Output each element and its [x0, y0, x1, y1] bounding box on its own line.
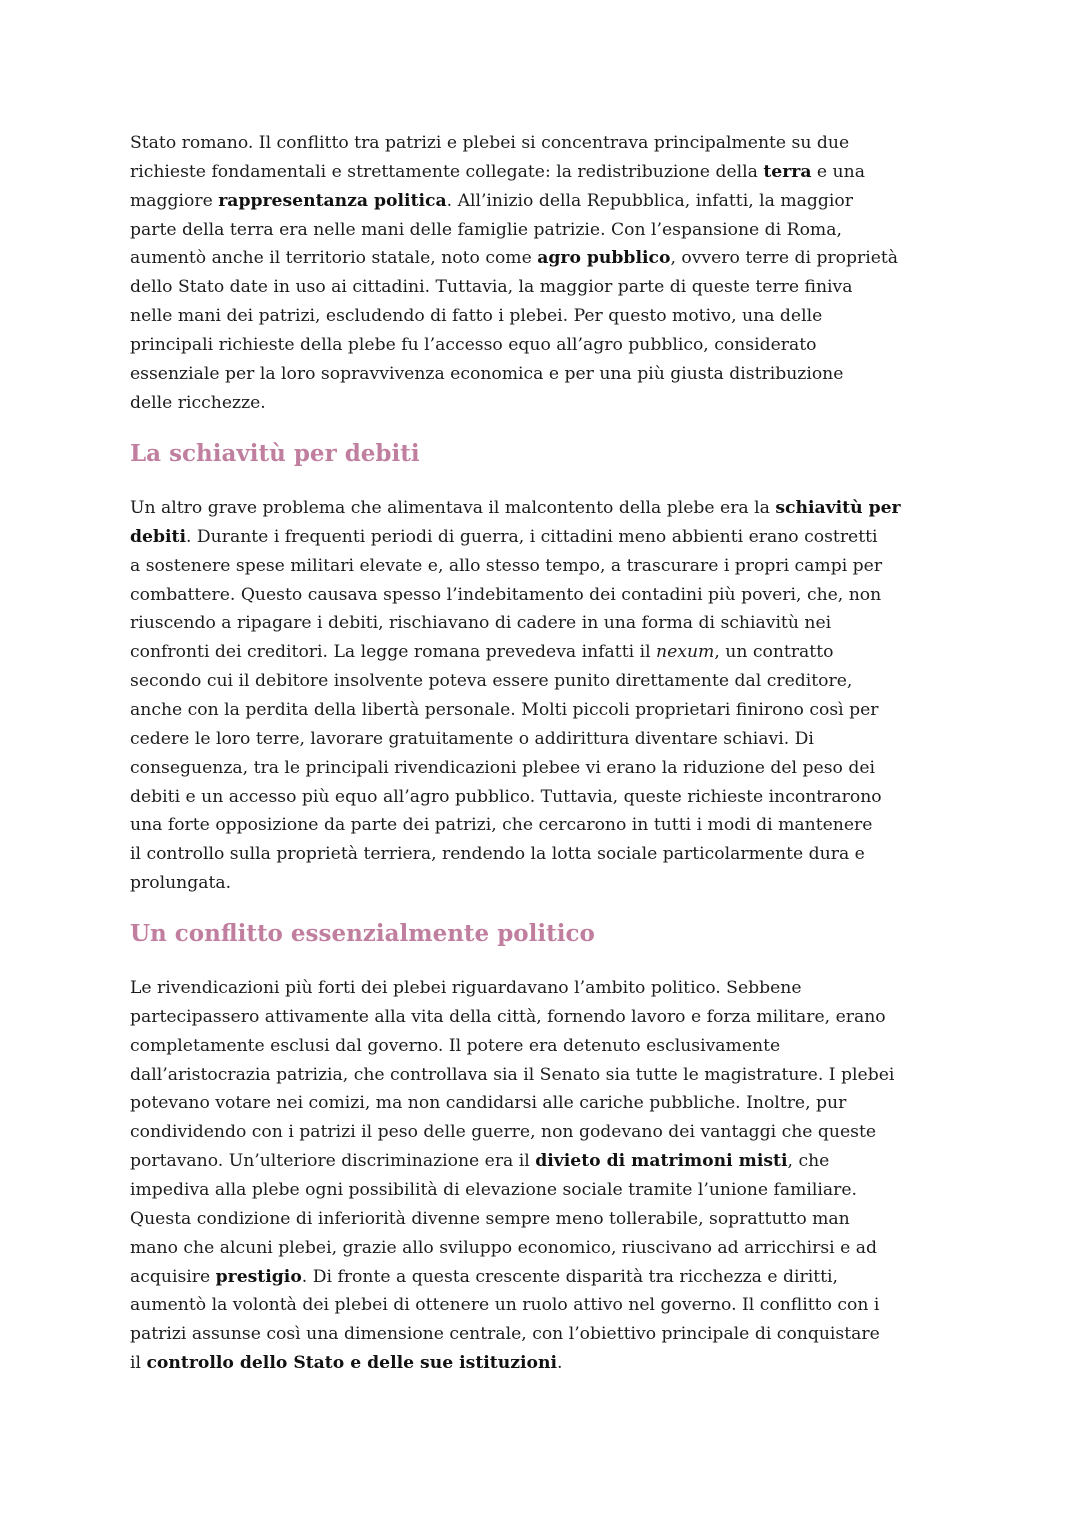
text-line — [130, 1006, 886, 1028]
text-run: il controllo sulla proprietà terriera, rendendo la lotta sociale particolarmente dura e — [130, 844, 865, 865]
text-run: aumentò la volontà dei plebei di ottenere un ruolo attivo nel governo. Il conflitto con i — [130, 1295, 880, 1316]
text-line — [130, 1121, 876, 1143]
text-run: conseguenza, tra le principali rivendicazioni plebee vi erano la riduzione del peso dei — [130, 757, 875, 778]
text-line — [130, 497, 901, 519]
text-line — [130, 526, 878, 548]
bold-term: terra — [763, 161, 812, 182]
text-run: condividendo con i patrizi il peso delle guerre, non godevano dei vantaggi che queste — [130, 1122, 877, 1143]
text-line — [130, 872, 231, 894]
text-line — [130, 161, 865, 183]
text-run: anche con la perdita della libertà personale. Molti piccoli proprietari finirono così per — [130, 699, 879, 720]
text-line — [130, 1092, 846, 1114]
text-run: mano che alcuni plebei, grazie allo sviluppo economico, riuscivano ad arricchirsi e ad — [130, 1237, 878, 1258]
text-line — [130, 1323, 880, 1345]
text-line — [130, 1294, 879, 1316]
text-run: Le rivendicazioni più forti dei plebei riguardavano l’ambito politico. Sebbene — [130, 978, 802, 998]
bold-term: debiti — [130, 526, 186, 547]
section-heading: La schiavitù per debiti — [130, 440, 420, 467]
text-line — [130, 1208, 850, 1230]
text-line — [130, 699, 879, 721]
text-line — [130, 363, 843, 385]
text-run: impediva alla plebe ogni possibilità di elevazione sociale tramite l’unione familiare. — [130, 1179, 858, 1200]
text-run: partecipassero attivamente alla vita della città, fornendo lavoro e forza militare, erano — [130, 1006, 886, 1027]
text-run: maggiore — [130, 190, 219, 211]
text-line — [130, 219, 842, 241]
section-heading: Un conflitto essenzialmente politico — [130, 920, 595, 947]
bold-term: controllo dello Stato e delle sue istituzioni — [146, 1353, 558, 1374]
text-line — [130, 977, 802, 999]
text-line — [130, 190, 853, 212]
text-line — [130, 641, 833, 663]
text-run: delle ricchezze. — [130, 392, 266, 413]
text-run: . Durante i frequenti periodi di guerra, i cittadini meno abbienti erano costretti — [185, 526, 878, 547]
text-run: Stato romano. Il conflitto tra patrizi e plebei si concentrava principalmente su due — [130, 133, 850, 153]
text-line — [130, 1179, 857, 1201]
text-line — [130, 814, 872, 836]
text-run: combattere. Questo causava spesso l’indebitamento dei contadini più poveri, che, non — [130, 584, 882, 605]
text-run: dall’aristocrazia patrizia, che controllava sia il Senato sia tutte le magistrature. I plebei — [130, 1064, 895, 1085]
text-run: , un contratto — [714, 642, 834, 663]
text-run: , che — [787, 1151, 830, 1172]
text-run: cedere le loro terre, lavorare gratuitamente o addirittura diventare schiavi. Di — [130, 728, 814, 749]
text-run: riuscendo a ripagare i debiti, rischiavano di cadere in una forma di schiavitù nei — [130, 613, 832, 634]
text-run: acquisire — [130, 1266, 216, 1287]
text-run: essenziale per la loro sopravvivenza economica e per una più giusta distribuzione — [130, 363, 844, 384]
text-run: potevano votare nei comizi, ma non candidarsi alle cariche pubbliche. Inoltre, pur — [130, 1093, 847, 1114]
text-run: debiti e un accesso più equo all’agro pubblico. Tuttavia, queste richieste incontrarono — [130, 786, 882, 807]
text-run: a sostenere spese militari elevate e, allo stesso tempo, a trascurare i propri campi per — [130, 555, 883, 576]
text-run: Un altro grave problema che alimentava il malcontento della plebe era la — [130, 498, 776, 518]
text-run: nelle mani dei patrizi, escludendo di fatto i plebei. Per questo motivo, una delle — [130, 306, 823, 327]
text-line — [130, 786, 882, 808]
text-run: portavano. Un’ulteriore discriminazione era il — [130, 1151, 536, 1172]
text-line — [130, 305, 822, 327]
text-run: Questa condizione di inferiorità divenne sempre meno tollerabile, soprattutto man — [130, 1208, 850, 1229]
text-run: completamente esclusi dal governo. Il potere era detenuto esclusivamente — [130, 1035, 781, 1056]
text-line — [130, 670, 852, 692]
text-run: principali richieste della plebe fu l’accesso equo all’agro pubblico, considerato — [130, 334, 817, 355]
text-line — [130, 247, 898, 269]
bold-term: rappresentanza politica — [218, 190, 447, 211]
text-run: richieste fondamentali e strettamente collegate: la redistribuzione della — [130, 161, 764, 182]
text-line — [130, 1150, 829, 1172]
text-line — [130, 1064, 894, 1086]
text-line — [130, 132, 849, 154]
text-line — [130, 555, 882, 577]
text-run: . All’inizio della Repubblica, infatti, la maggior — [446, 190, 853, 211]
text-run: dello Stato date in uso ai cittadini. Tuttavia, la maggior parte di queste terre finiva — [130, 277, 853, 298]
text-line — [130, 1352, 563, 1374]
text-run: , ovvero terre di proprietà — [670, 248, 899, 269]
italic-term: nexum — [656, 642, 715, 663]
text-run: parte della terra era nelle mani delle famiglie patrizie. Con l’espansione di Roma, — [130, 219, 842, 240]
text-run: prolungata. — [130, 873, 232, 894]
text-run: il — [130, 1353, 147, 1374]
text-line — [130, 334, 816, 356]
text-line — [130, 1266, 838, 1288]
text-run: aumentò anche il territorio statale, noto come — [130, 248, 538, 269]
text-run: . Di fronte a questa crescente disparità tra ricchezza e diritti, — [301, 1266, 839, 1287]
bold-term: agro pubblico — [537, 248, 671, 269]
text-line — [130, 276, 853, 298]
text-run: secondo cui il debitore insolvente poteva essere punito direttamente dal creditore, — [130, 671, 853, 692]
text-line — [130, 584, 881, 606]
text-line — [130, 728, 814, 750]
text-line — [130, 757, 875, 779]
bold-term: divieto di matrimoni misti — [535, 1151, 788, 1172]
bold-term: schiavitù per — [775, 498, 901, 518]
text-run: patrizi assunse così una dimensione centrale, con l’obiettivo principale di conquistare — [130, 1324, 880, 1345]
text-line — [130, 392, 266, 414]
text-line — [130, 612, 831, 634]
text-run: una forte opposizione da parte dei patrizi, che cercarono in tutti i modi di mantenere — [130, 815, 873, 836]
text-line — [130, 843, 865, 865]
text-run: . — [557, 1353, 563, 1374]
text-line — [130, 1237, 877, 1259]
text-run: confronti dei creditori. La legge romana prevedeva infatti il — [130, 642, 657, 663]
text-line — [130, 1035, 780, 1057]
text-run: e una — [811, 161, 865, 182]
bold-term: prestigio — [215, 1266, 302, 1287]
